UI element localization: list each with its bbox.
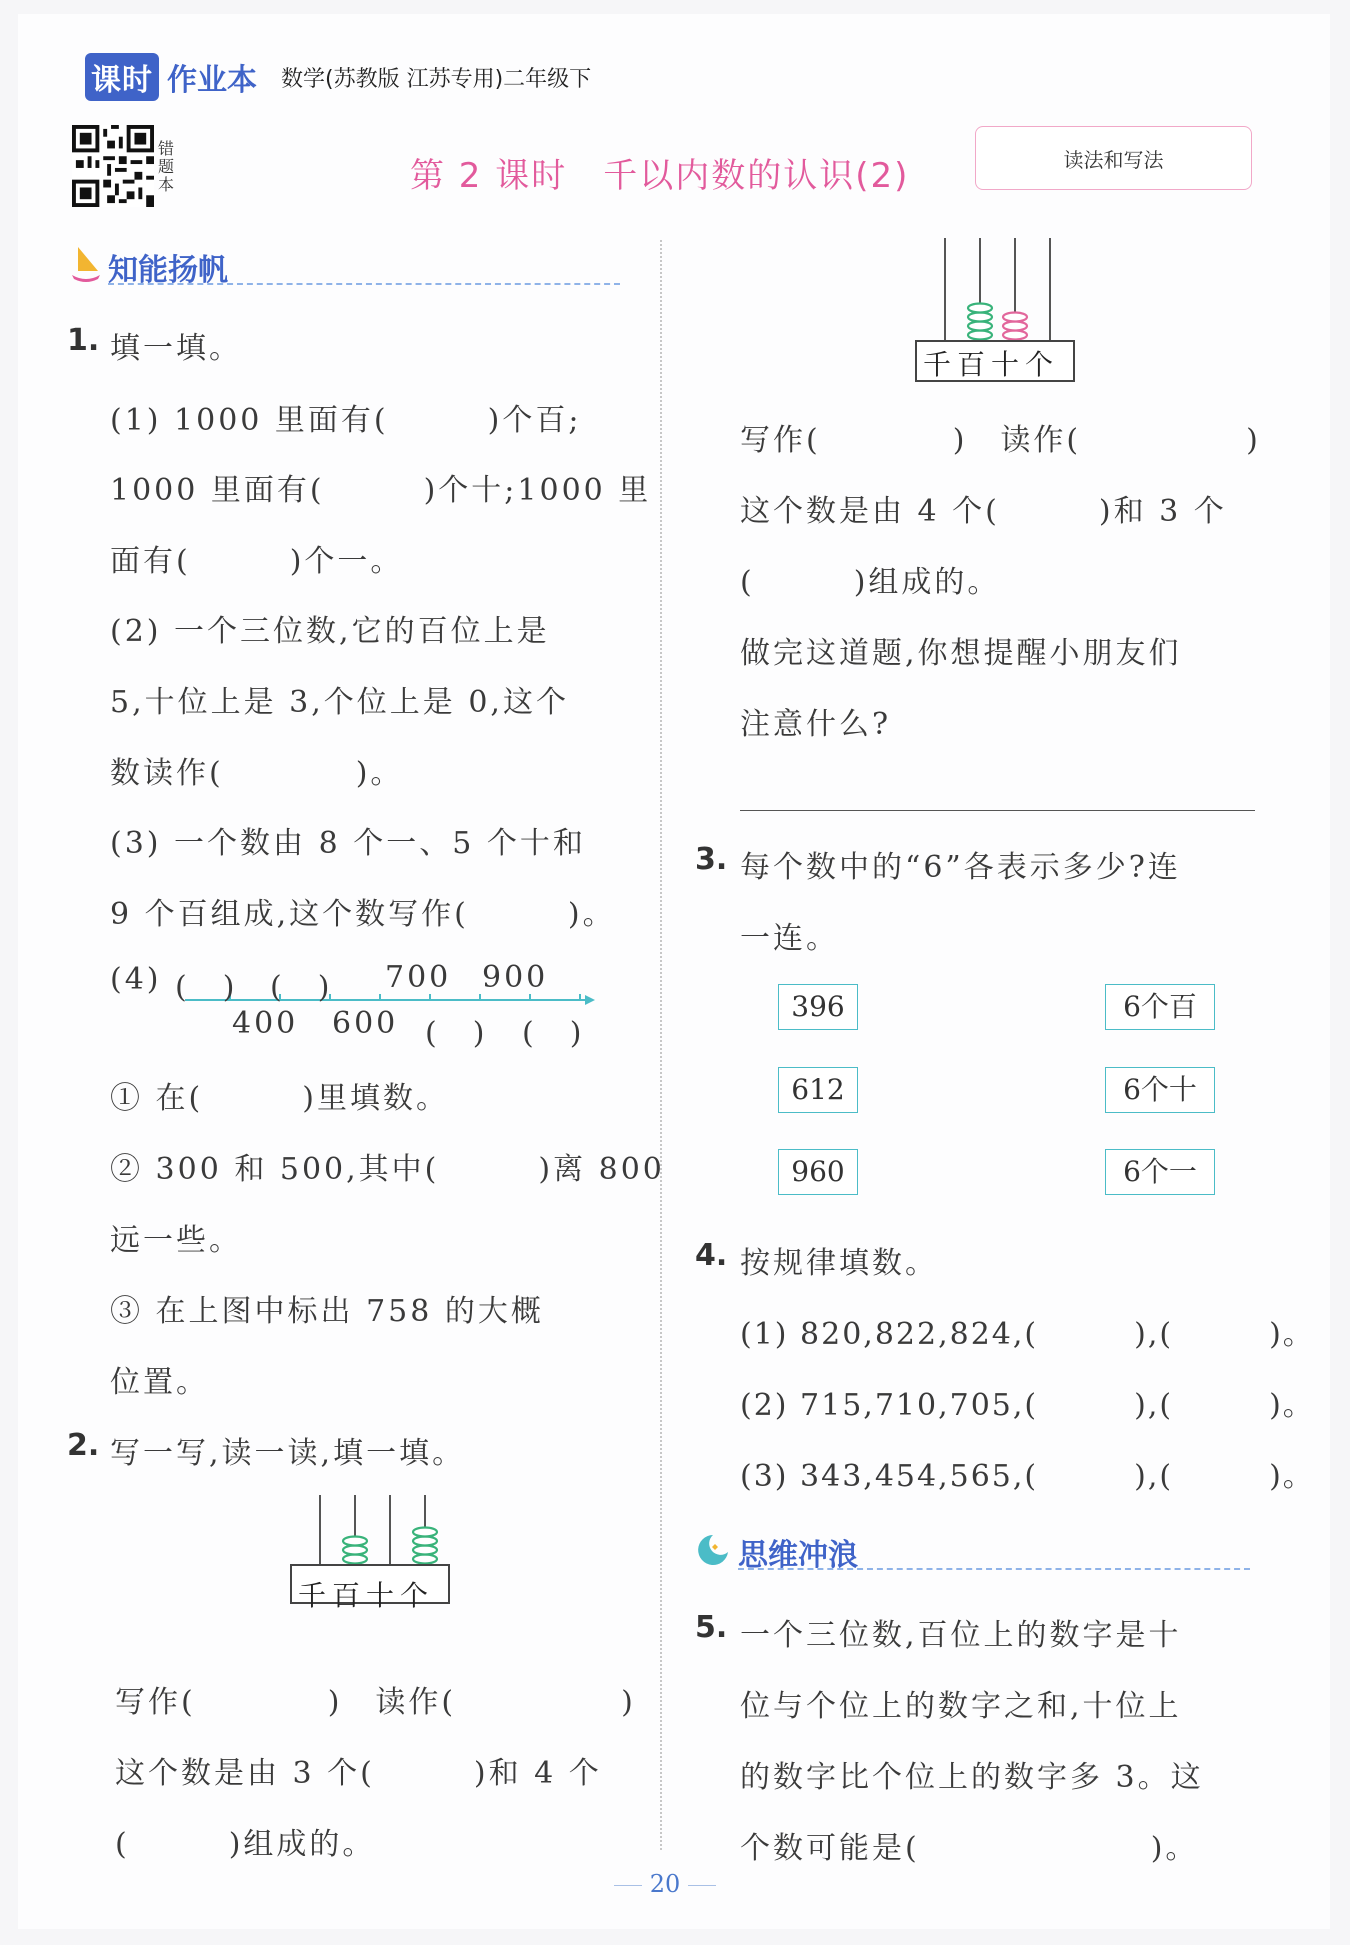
section-underline <box>108 283 620 285</box>
q2-title: 写一写,读一读,填一填。 <box>110 1436 466 1471</box>
q2-b-composition-2: ( )组成的。 <box>740 565 1001 600</box>
q1-p4-label: (4) <box>110 962 162 997</box>
match-right-box[interactable]: 6个一 <box>1105 1149 1215 1195</box>
q2-b-write-read: 写作( ) 读作( ) <box>740 423 1261 458</box>
q1-c3-line2: 位置。 <box>110 1365 209 1400</box>
page-number: 20 <box>600 1870 730 1898</box>
qr-label: 错题本 <box>158 139 175 194</box>
match-left-box[interactable]: 612 <box>778 1067 858 1113</box>
nl-top-label: ( ) <box>270 970 333 1005</box>
q1-p2-line2: 5,十位上是 3,个位上是 0,这个 <box>110 685 569 720</box>
nl-bottom-label: 400 <box>232 1006 299 1041</box>
nl-top-label: ( ) <box>175 970 238 1005</box>
q2-remind-1: 做完这道题,你想提醒小朋友们 <box>740 636 1182 671</box>
q3-text-2: 一连。 <box>740 921 839 956</box>
q2-a-write-read: 写作( ) 读作( ) <box>115 1685 636 1720</box>
q1-title: 填一填。 <box>110 331 242 366</box>
q1-p3-line1: (3) 一个数由 8 个一、5 个十和 <box>110 826 586 861</box>
q3-number: 3. <box>695 842 728 877</box>
q2-number: 2. <box>67 1428 100 1463</box>
wave-icon <box>695 1532 731 1568</box>
q5-line-4: 个数可能是( )。 <box>740 1831 1199 1866</box>
topic-tag-label: 读法和写法 <box>1063 148 1164 172</box>
q4-line-3: (3) 343,454,565,( ),( )。 <box>740 1459 1315 1494</box>
brand <box>85 53 591 101</box>
q1-number: 1. <box>67 323 100 358</box>
q4-number: 4. <box>695 1238 728 1273</box>
q4-title: 按规律填数。 <box>740 1246 938 1281</box>
match-right-box[interactable]: 6个十 <box>1105 1067 1215 1113</box>
abacus-a-label: 千百十个 <box>298 1579 435 1612</box>
q5-number: 5. <box>695 1610 728 1645</box>
section-title-zhineng: 知能扬帆 <box>108 253 228 288</box>
section-underline <box>738 1568 1250 1570</box>
q2-remind-2: 注意什么? <box>740 707 892 742</box>
sail-icon <box>70 245 102 283</box>
qr-code-icon[interactable] <box>72 125 154 207</box>
q1-p3-line2: 9 个百组成,这个数写作( )。 <box>110 897 616 932</box>
q4-line-1: (1) 820,822,824,( ),( )。 <box>740 1317 1315 1352</box>
topic-tag <box>975 126 1252 190</box>
nl-bottom-label: ( ) <box>522 1016 585 1051</box>
book-subtitle: 数学(苏教版 江苏专用)二年级下 <box>281 66 592 92</box>
q1-p2-line1: (2) 一个三位数,它的百位上是 <box>110 614 550 649</box>
q1-c2-line2: 远一些。 <box>110 1223 242 1258</box>
q1-p1-line3: 面有( )个一。 <box>110 544 404 579</box>
q1-c2-line1: ② 300 和 500,其中( )离 800 <box>110 1152 665 1187</box>
column-divider <box>660 240 662 1850</box>
q2-b-composition-1: 这个数是由 4 个( )和 3 个 <box>740 494 1227 529</box>
q5-line-3: 的数字比个位上的数字多 3。这 <box>740 1760 1204 1795</box>
q1-p1-line2: 1000 里面有( )个十;1000 里 <box>110 473 652 508</box>
q2-a-composition-1: 这个数是由 3 个( )和 4 个 <box>115 1756 602 1791</box>
nl-top-label: 900 <box>482 960 549 995</box>
match-right-box[interactable]: 6个百 <box>1105 984 1215 1030</box>
abacus-b-label: 千百十个 <box>923 348 1060 381</box>
match-left-box[interactable]: 396 <box>778 984 858 1030</box>
q1-p1-line1: (1) 1000 里面有( )个百; <box>110 403 582 438</box>
q5-line-2: 位与个位上的数字之和,十位上 <box>740 1689 1182 1724</box>
lesson-title: 第 2 课时 千以内数的认识(2) <box>410 156 910 196</box>
q5-line-1: 一个三位数,百位上的数字是十 <box>740 1618 1182 1653</box>
q1-c1: ① 在( )里填数。 <box>110 1081 449 1116</box>
nl-bottom-label: 600 <box>332 1006 399 1041</box>
nl-top-label: 700 <box>385 960 452 995</box>
brand-logo: 课时 <box>85 53 159 101</box>
brand-name: 作业本 <box>167 63 257 98</box>
q2-a-composition-2: ( )组成的。 <box>115 1827 376 1862</box>
q4-line-2: (2) 715,710,705,( ),( )。 <box>740 1388 1315 1423</box>
q3-text-1: 每个数中的“6”各表示多少?连 <box>740 850 1181 885</box>
q1-p2-line3: 数读作( )。 <box>110 756 404 791</box>
match-left-box[interactable]: 960 <box>778 1149 858 1195</box>
q1-c3-line1: ③ 在上图中标出 758 的大概 <box>110 1294 544 1329</box>
nl-bottom-label: ( ) <box>425 1016 488 1051</box>
answer-line[interactable] <box>740 810 1255 811</box>
section-title-siwei: 思维冲浪 <box>738 1538 858 1573</box>
